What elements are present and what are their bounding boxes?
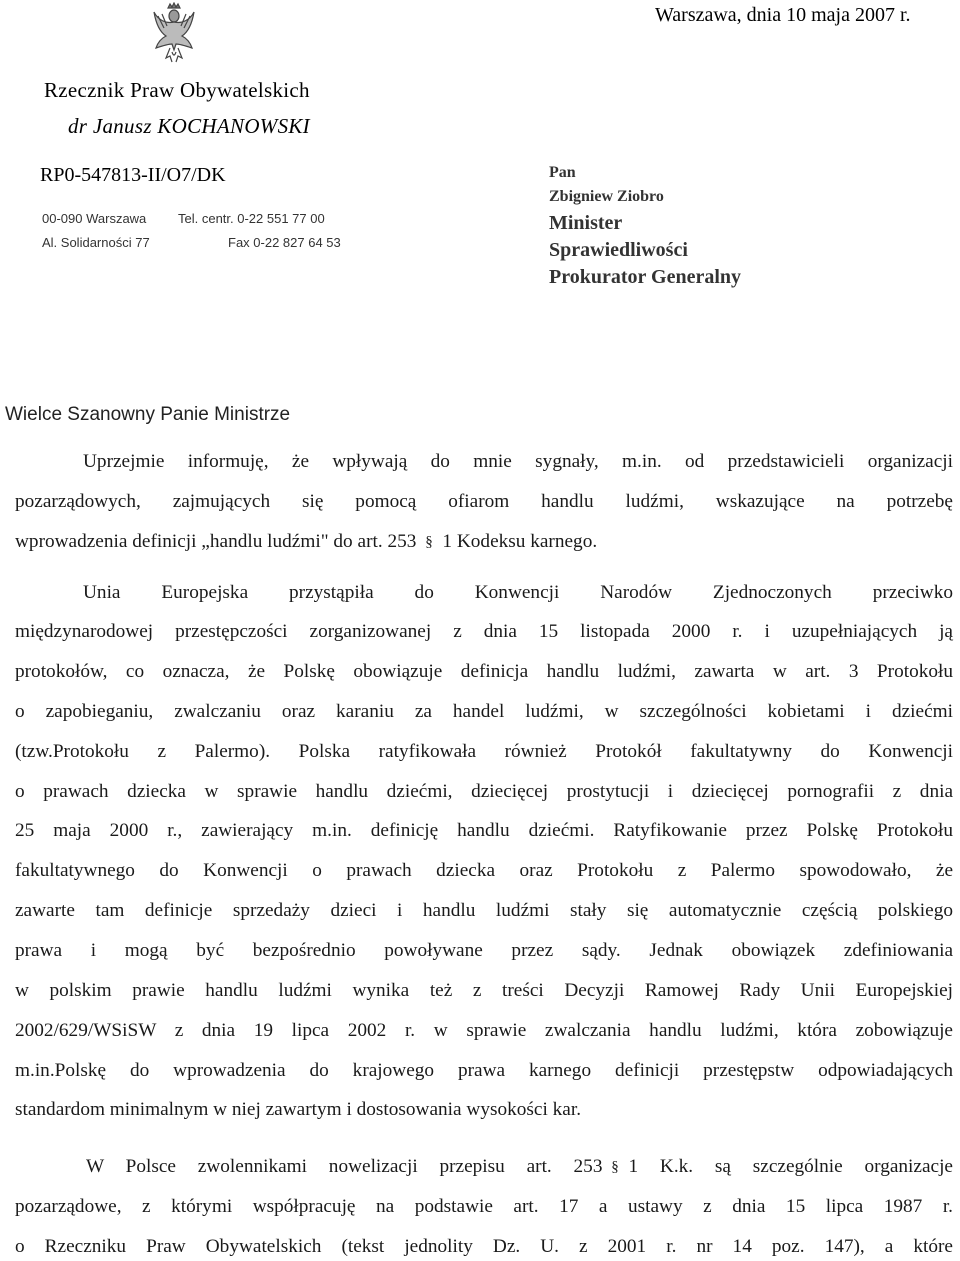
paragraph-line: wprowadzenia definicji „handlu ludźmi" do art. 253 § 1 Kodeksu karnego. [15, 531, 598, 552]
address-phone: Tel. centr. 0-22 551 77 00 [178, 211, 325, 226]
recipient-name: Zbigniew Ziobro [549, 188, 664, 205]
svg-text:§: § [611, 1159, 620, 1173]
recipient-salutation: Pan [549, 164, 576, 181]
paragraph-line: o prawach dziecka w sprawie handlu dziećmi, dziecięcej prostytucji i dziecięcej pornografii z dnia [15, 781, 953, 802]
paragraph-line: o Rzeczniku Praw Obywatelskich (tekst jednolity Dz. U. z 2001 r. nr 14 poz. 147), a które [15, 1236, 953, 1257]
paragraph-line: 25 maja 2000 r., zawierający m.in. definicję handlu dziećmi. Ratyfikowanie przez Polskę Protokołu [15, 820, 953, 841]
section-sign-icon [422, 534, 436, 548]
address-postal: 00-090 Warszawa [42, 211, 147, 226]
letter-date: Warszawa, dnia 10 maja 2007 r. [655, 4, 911, 26]
paragraph-line: (tzw.Protokołu z Palermo). Polska ratyfikowała również Protokół fakultatywny do Konwencji [15, 741, 953, 762]
paragraph-line: Unia Europejska przystąpiła do Konwencji Narodów Zjednoczonych przeciwko [83, 582, 953, 603]
officer-name: dr Janusz KOCHANOWSKI [68, 114, 310, 138]
paragraph-line: międzynarodowej przestępczości zorganizowanej z dnia 15 listopada 2000 r. i uzupełniających ją [15, 621, 953, 642]
address-street: Al. Solidarności 77 [42, 235, 150, 250]
paragraph-line: fakultatywnego do Konwencji o prawach dziecka oraz Protokołu z Palermo spowodowało, że [15, 860, 953, 881]
paragraph-line: standardom minimalnym w niej zawartym i dostosowania wysokości kar. [15, 1099, 582, 1120]
paragraph-line: 2002/629/WSiSW z dnia 19 lipca 2002 r. w sprawie zwalczania handlu ludźmi, która zobowiązuje [15, 1020, 953, 1041]
svg-text:§: § [425, 534, 434, 548]
greeting: Wielce Szanowny Panie Ministrze [5, 404, 291, 425]
paragraph-line: protokołów, co oznacza, że Polskę obowiązuje definicja handlu ludźmi, zawarta w art. 3 Protokołu [15, 661, 953, 682]
paragraph-line: o zapobieganiu, zwalczaniu oraz karaniu za handel ludźmi, w szczególności kobietami i dziećmi [15, 701, 953, 722]
paragraph-line: Uprzejmie informuję, że wpływają do mnie sygnały, m.in. od przedstawicieli organizacji [83, 451, 953, 472]
paragraph-line: w polskim prawie handlu ludźmi wynika też z treści Decyzji Ramowej Rady Unii Europejskiej [15, 980, 953, 1001]
recipient-title-3: Prokurator Generalny [549, 266, 742, 288]
recipient-title-2: Sprawiedliwości [549, 239, 688, 261]
paragraph-line: W Polsce zwolennikami nowelizacji przepisu art. 253 § 1 K.k. są szczególnie organizacje [86, 1156, 953, 1177]
paragraph-line: pozarządowe, z którymi współpracuję na podstawie art. 17 a ustawy z dnia 15 lipca 1987 r. [15, 1196, 953, 1217]
reference-number: RP0-547813-II/O7/DK [40, 164, 226, 186]
recipient-title-1: Minister [549, 212, 623, 234]
paragraph-line: pozarządowych, zajmujących się pomocą ofiarom handlu ludźmi, wskazujące na potrzebę [15, 491, 953, 512]
address-fax: Fax 0-22 827 64 53 [228, 235, 341, 250]
section-sign-icon [608, 1159, 622, 1173]
recipient-block [549, 165, 741, 287]
office-name: Rzecznik Praw Obywatelskich [44, 78, 310, 102]
polish-eagle-emblem-icon [152, 2, 196, 66]
paragraph-line: zawarte tam definicje sprzedaży dzieci i handlu ludźmi stały się automatycznie częścią polskiego [15, 900, 953, 921]
paragraph-line: prawa i mogą być bezpośrednio powoływane przez sądy. Jednak obowiązek zdefiniowania [15, 940, 953, 961]
paragraph-line: m.in.Polskę do wprowadzenia do krajowego prawa karnego definicji przestępstw odpowiadających [15, 1060, 953, 1081]
